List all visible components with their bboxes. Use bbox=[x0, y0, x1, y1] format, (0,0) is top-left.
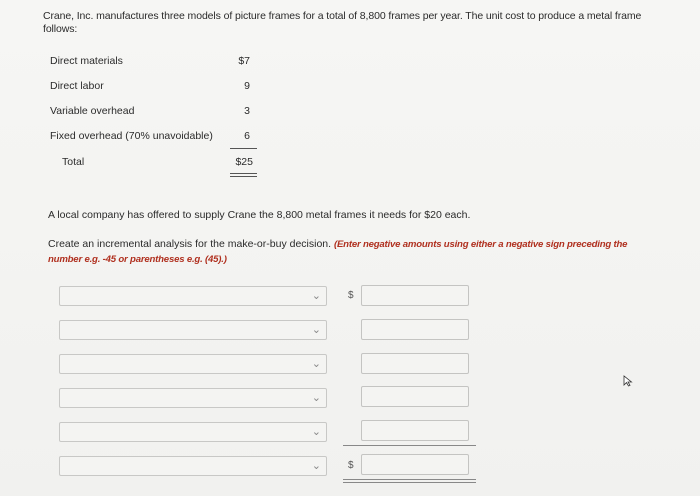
cost-value-variable-overhead: 3 bbox=[244, 105, 250, 117]
subtotal-rule bbox=[343, 445, 476, 446]
row-4-select[interactable] bbox=[59, 388, 327, 408]
problem-intro: Crane, Inc. manufactures three models of picture frames for a total of 8,800 frames per year. The unit cost to produce a metal frame follows: bbox=[43, 10, 642, 35]
cost-label-variable-overhead: Variable overhead bbox=[50, 105, 135, 117]
instruction-text: Create an incremental analysis for the make-or-buy decision. bbox=[48, 238, 332, 250]
cost-value-total: $25 bbox=[235, 156, 253, 168]
row-3-amount-input[interactable] bbox=[361, 353, 469, 374]
total-double-rule-top bbox=[230, 173, 257, 174]
row-5-select[interactable] bbox=[59, 422, 327, 442]
cost-label-direct-labor: Direct labor bbox=[50, 80, 104, 92]
cost-value-fixed-overhead: 6 bbox=[244, 130, 250, 142]
row-1-amount-input[interactable] bbox=[361, 285, 469, 306]
cost-label-total: Total bbox=[62, 156, 85, 168]
chevron-down-icon: ⌄ bbox=[311, 426, 321, 438]
total-rule bbox=[230, 148, 257, 149]
row-4-amount-input[interactable] bbox=[361, 386, 469, 407]
negative-amount-note: (Enter negative amounts using either a negative sign preceding the number e.g. -45 or parentheses e.g. (45).) bbox=[48, 239, 628, 265]
cost-value-direct-materials: $7 bbox=[238, 55, 250, 67]
row-5-amount-input[interactable] bbox=[361, 420, 469, 441]
chevron-down-icon: ⌄ bbox=[311, 324, 321, 336]
row-6-dollar-sign: $ bbox=[348, 460, 354, 471]
row-2-amount-input[interactable] bbox=[361, 319, 469, 340]
row-1-dollar-sign: $ bbox=[348, 290, 354, 301]
total-rule-bottom bbox=[343, 482, 476, 483]
mouse-cursor-icon bbox=[623, 375, 633, 387]
instructions bbox=[48, 237, 648, 267]
row-2-select[interactable] bbox=[59, 320, 327, 340]
chevron-down-icon: ⌄ bbox=[311, 358, 321, 370]
row-1-select[interactable] bbox=[59, 286, 327, 306]
row-3-select[interactable] bbox=[59, 354, 327, 374]
cost-value-direct-labor: 9 bbox=[244, 80, 250, 92]
cost-label-direct-materials: Direct materials bbox=[50, 55, 123, 67]
chevron-down-icon: ⌄ bbox=[311, 290, 321, 302]
chevron-down-icon: ⌄ bbox=[311, 460, 321, 472]
total-double-rule-bottom bbox=[230, 176, 257, 177]
row-6-select[interactable] bbox=[59, 456, 327, 476]
chevron-down-icon: ⌄ bbox=[311, 392, 321, 404]
row-6-amount-input[interactable] bbox=[361, 454, 469, 475]
cost-label-fixed-overhead: Fixed overhead (70% unavoidable) bbox=[50, 130, 213, 142]
supplier-offer: A local company has offered to supply Crane the 8,800 metal frames it needs for $20 each. bbox=[48, 209, 471, 221]
total-rule-top bbox=[343, 479, 476, 480]
